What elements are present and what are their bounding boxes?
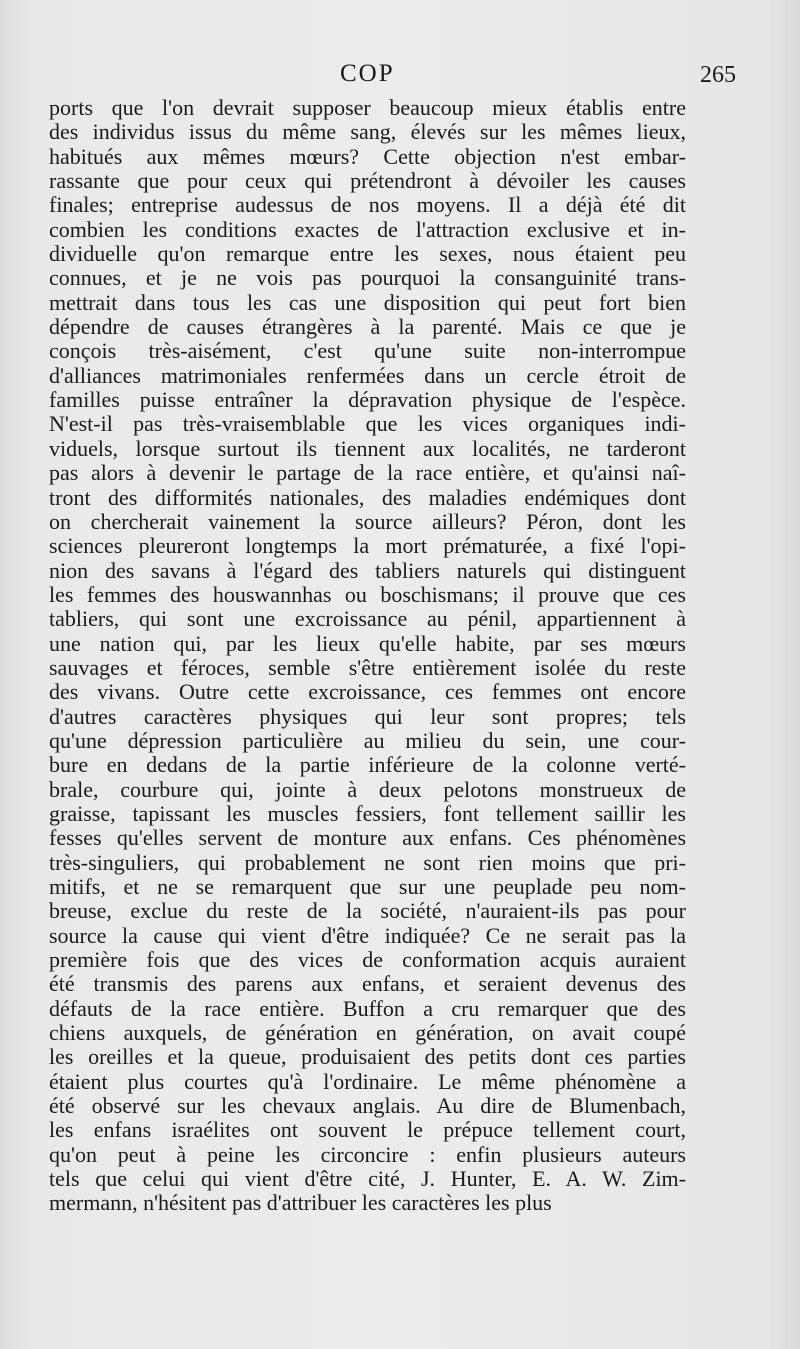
text-line: été observé sur les chevaux anglais. Au dire de Blumenbach, bbox=[49, 1093, 686, 1119]
text-line: rassante que pour ceux qui prétendront à dévoiler les causes bbox=[49, 168, 686, 194]
text-line: conçois très-aisément, c'est qu'une suite non-interrompue bbox=[49, 338, 686, 364]
text-line: les femmes des houswannhas ou boschismans; il prouve que ces bbox=[49, 581, 686, 607]
text-line: une nation qui, par les lieux qu'elle habite, par ses mœurs bbox=[49, 630, 686, 656]
text-line: on chercherait vainement la source ailleurs? Péron, dont les bbox=[49, 508, 686, 534]
running-head bbox=[0, 60, 800, 92]
text-line: sauvages et féroces, semble s'être entièrement isolée du reste bbox=[49, 654, 686, 680]
text-line: été transmis des parens aux enfans, et seraient devenus des bbox=[49, 971, 686, 997]
text-line: chiens auxquels, de génération en génération, on avait coupé bbox=[49, 1020, 686, 1046]
text-line: mettrait dans tous les cas une disposition qui peut fort bien bbox=[49, 289, 686, 315]
text-line: habitués aux mêmes mœurs? Cette objection n'est embar- bbox=[49, 143, 686, 169]
text-line: graisse, tapissant les muscles fessiers, font tellement saillir les bbox=[49, 800, 686, 826]
text-line: dépendre de causes étrangères à la parenté. Mais ce que je bbox=[49, 314, 686, 340]
text-line: d'alliances matrimoniales renfermées dans un cercle étroit de bbox=[49, 362, 686, 388]
text-line: sciences pleureront longtemps la mort prématurée, a fixé l'opi- bbox=[49, 533, 686, 559]
text-line: mermann, n'hésitent pas d'attribuer les caractères les plus bbox=[49, 1190, 552, 1216]
text-line: brale, courbure qui, jointe à deux pelotons monstrueux de bbox=[49, 776, 686, 802]
running-head-title: COP bbox=[340, 60, 395, 87]
text-line: mitifs, et ne se remarquent que sur une peuplade peu nom- bbox=[49, 874, 686, 899]
text-line: breuse, exclue du reste de la société, n'auraient-ils pas pour bbox=[49, 898, 686, 924]
text-line: N'est-il pas très-vraisemblable que les vices organiques indi- bbox=[49, 411, 686, 437]
text-line: première fois que des vices de conformation acquis auraient bbox=[49, 947, 686, 973]
text-line: familles puisse entraîner la dépravation physique de l'espèce. bbox=[49, 387, 686, 413]
text-line: fesses qu'elles servent de monture aux enfans. Ces phénomènes bbox=[49, 825, 686, 851]
text-line: connues, et je ne vois pas pourquoi la consanguinité trans- bbox=[49, 265, 686, 291]
text-line: tels que celui qui vient d'être cité, J. Hunter, E. A. W. Zim- bbox=[49, 1166, 686, 1192]
text-line: pas alors à devenir le partage de la race entière, et qu'ainsi naî- bbox=[49, 460, 686, 486]
text-line: dividuelle qu'on remarque entre les sexes, nous étaient peu bbox=[49, 241, 686, 267]
text-line: des vivans. Outre cette excroissance, ces femmes ont encore bbox=[49, 679, 686, 705]
text-line: défauts de la race entière. Buffon a cru remarquer que des bbox=[49, 995, 686, 1021]
text-line: finales; entreprise audessus de nos moyens. Il a déjà été dit bbox=[49, 192, 686, 218]
text-line: qu'une dépression particulière au milieu du sein, une cour- bbox=[49, 727, 686, 753]
text-line: bure en dedans de la partie inférieure de la colonne verté- bbox=[49, 752, 686, 778]
page-number: 265 bbox=[700, 62, 736, 88]
text-line: viduels, lorsque surtout ils tiennent aux localités, ne tarderont bbox=[49, 435, 686, 461]
text-line: très-singuliers, qui probablement ne sont rien moins que pri- bbox=[49, 849, 686, 875]
body-text bbox=[49, 96, 686, 1216]
text-line: qu'on peut à peine les circoncire : enfin plusieurs auteurs bbox=[49, 1141, 686, 1167]
text-line: combien les conditions exactes de l'attraction exclusive et in- bbox=[49, 216, 686, 242]
text-line: ports que l'on devrait supposer beaucoup mieux établis entre bbox=[49, 95, 686, 120]
text-line: étaient plus courtes qu'à l'ordinaire. Le même phénomène a bbox=[49, 1068, 686, 1094]
text-line: les oreilles et la queue, produisaient des petits dont ces parties bbox=[49, 1044, 686, 1070]
text-line: source la cause qui vient d'être indiquée? Ce ne serait pas la bbox=[49, 922, 686, 948]
text-line: tabliers, qui sont une excroissance au pénil, appartiennent à bbox=[49, 606, 686, 632]
text-line: d'autres caractères physiques qui leur sont propres; tels bbox=[49, 703, 686, 729]
text-line: des individus issus du même sang, élevés sur les mêmes lieux, bbox=[49, 119, 686, 145]
text-line: les enfans israélites ont souvent le prépuce tellement court, bbox=[49, 1117, 686, 1143]
text-line: tront des difformités nationales, des maladies endémiques dont bbox=[49, 484, 686, 510]
text-line: nion des savans à l'égard des tabliers naturels qui distinguent bbox=[49, 557, 686, 583]
